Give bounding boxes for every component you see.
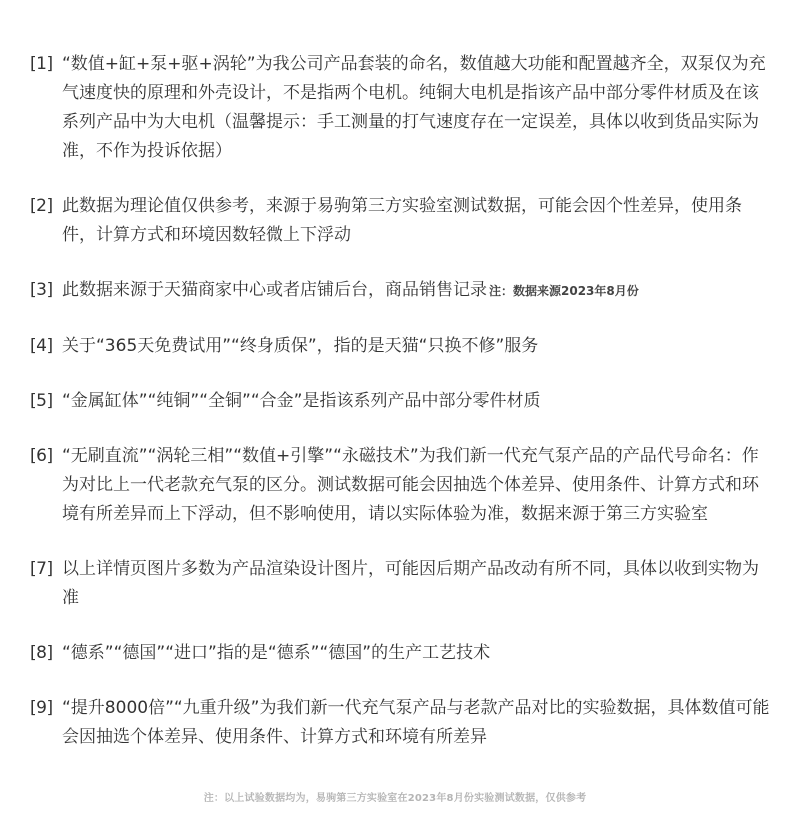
footnote-number: [6]: [30, 446, 53, 466]
footnote-text: “无刷直流”“涡轮三相”“数值+引擎”“永磁技术”为我们新一代充气泵产品的产品代号命名：作为对比上一代老款充气泵的区分。测试数据可能会因抽选个体差异、使用条件、计算方式和环境有所差异而上下浮动，但不影响使用，请以实际体验为准，数据来源于第三方实验室: [62, 446, 759, 524]
footnote-number: [1]: [30, 54, 53, 74]
footnote-item-1: [30, 50, 770, 166]
footnote-text: “数值+缸+泵+驱+涡轮”为我公司产品套装的命名，数值越大功能和配置越齐全，双泵仅为充气速度快的原理和外壳设计，不是指两个电机。纯铜大电机是指该产品中部分零件材质及在该系列产品中为大电机（温馨提示：手工测量的打气速度存在一定误差，具体以收到货品实际为准，不作为投诉依据）: [62, 54, 766, 161]
footer-disclaimer: 注：以上试验数据均为，易驹第三方实验室在2023年8月份实验测试数据，仅供参考: [203, 793, 587, 804]
footnote-number: [7]: [30, 559, 53, 579]
footnote-item-5: [30, 387, 770, 416]
footnote-number: [9]: [30, 698, 53, 718]
footnote-text: 此数据来源于天猫商家中心或者店铺后台，商品销售记录: [62, 280, 487, 300]
footnote-number: [4]: [30, 336, 53, 356]
footnote-text-wrapper: [62, 555, 770, 613]
footnote-list: [30, 50, 770, 778]
footnote-text-wrapper: [62, 50, 770, 166]
footnote-item-8: [30, 639, 770, 668]
footnote-text: 以上详情页图片多数为产品渲染设计图片，可能因后期产品改动有所不同，具体以收到实物为准: [62, 559, 759, 608]
footnote-item-9: [30, 694, 770, 752]
footnote-text-wrapper: [62, 442, 770, 529]
footnote-source-note: 注：数据来源2023年8月份: [489, 284, 639, 298]
footnote-text-wrapper: [62, 387, 770, 416]
footnote-item-7: [30, 555, 770, 613]
footnote-text: 此数据为理论值仅供参考，来源于易驹第三方实验室测试数据，可能会因个性差异，使用条件，计算方式和环境因数轻微上下浮动: [62, 196, 742, 245]
footnote-text: “德系”“德国”“进口”指的是“德系”“德国”的生产工艺技术: [62, 643, 491, 663]
footnote-text: “提升8000倍”“九重升级”为我们新一代充气泵产品与老款产品对比的实验数据，具体数值可能会因抽选个体差异、使用条件、计算方式和环境有所差异: [62, 698, 770, 747]
footnote-text-wrapper: [62, 276, 770, 306]
footnote-number: [3]: [30, 280, 53, 300]
footnote-text: 关于“365天免费试用”“终身质保”，指的是天猫“只换不修”服务: [62, 336, 539, 356]
footnote-text-wrapper: [62, 332, 770, 361]
footnote-number: [2]: [30, 196, 53, 216]
footnote-number: [8]: [30, 643, 53, 663]
footnote-item-6: [30, 442, 770, 529]
footnote-item-4: [30, 332, 770, 361]
footnote-text-wrapper: [62, 639, 770, 668]
footnote-item-3: [30, 276, 770, 306]
footnote-number: [5]: [30, 391, 53, 411]
footnote-text-wrapper: [62, 192, 770, 250]
footnote-text: “金属缸体”“纯铜”“全铜”“合金”是指该系列产品中部分零件材质: [62, 391, 541, 411]
footnote-item-2: [30, 192, 770, 250]
footnote-text-wrapper: [62, 694, 770, 752]
